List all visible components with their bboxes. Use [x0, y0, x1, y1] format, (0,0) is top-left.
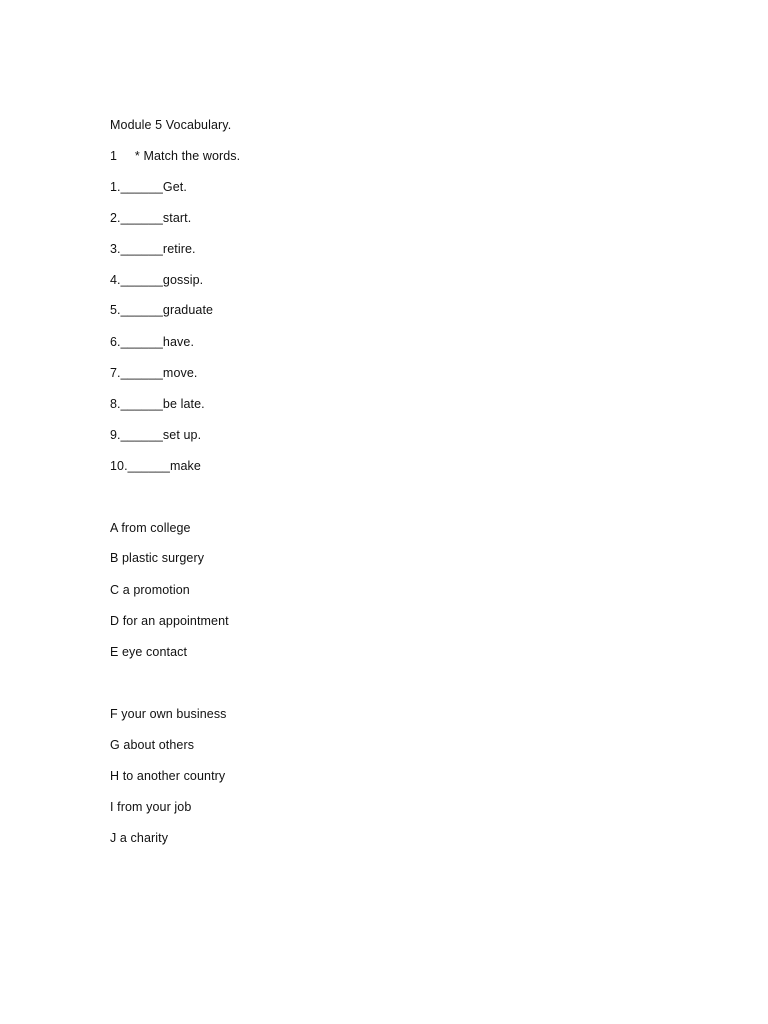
option-a: A from college: [110, 521, 191, 535]
option-g: G about others: [110, 738, 195, 752]
option-b: B plastic surgery: [110, 551, 205, 565]
match-item-6: 6.______have.: [110, 335, 195, 349]
option-j: J a charity: [110, 831, 169, 845]
option-h: H to another country: [110, 769, 226, 783]
match-item-1: 1.______Get.: [110, 180, 187, 194]
option-i: I from your job: [110, 800, 192, 814]
match-item-7: 7.______move.: [110, 366, 198, 380]
match-item-4: 4.______gossip.: [110, 273, 204, 287]
match-item-9: 9.______set up.: [110, 428, 202, 442]
option-c: C a promotion: [110, 583, 190, 597]
option-f: F your own business: [110, 707, 227, 721]
option-e: E eye contact: [110, 645, 188, 659]
exercise-instruction: 1 * Match the words.: [110, 149, 241, 163]
match-item-5: 5.______graduate: [110, 303, 214, 317]
match-item-3: 3.______retire.: [110, 242, 196, 256]
match-item-8: 8.______be late.: [110, 397, 205, 411]
match-item-2: 2.______start.: [110, 211, 192, 225]
document-title: Module 5 Vocabulary.: [110, 118, 232, 132]
match-item-10: 10.______make: [110, 459, 201, 473]
option-d: D for an appointment: [110, 614, 229, 628]
